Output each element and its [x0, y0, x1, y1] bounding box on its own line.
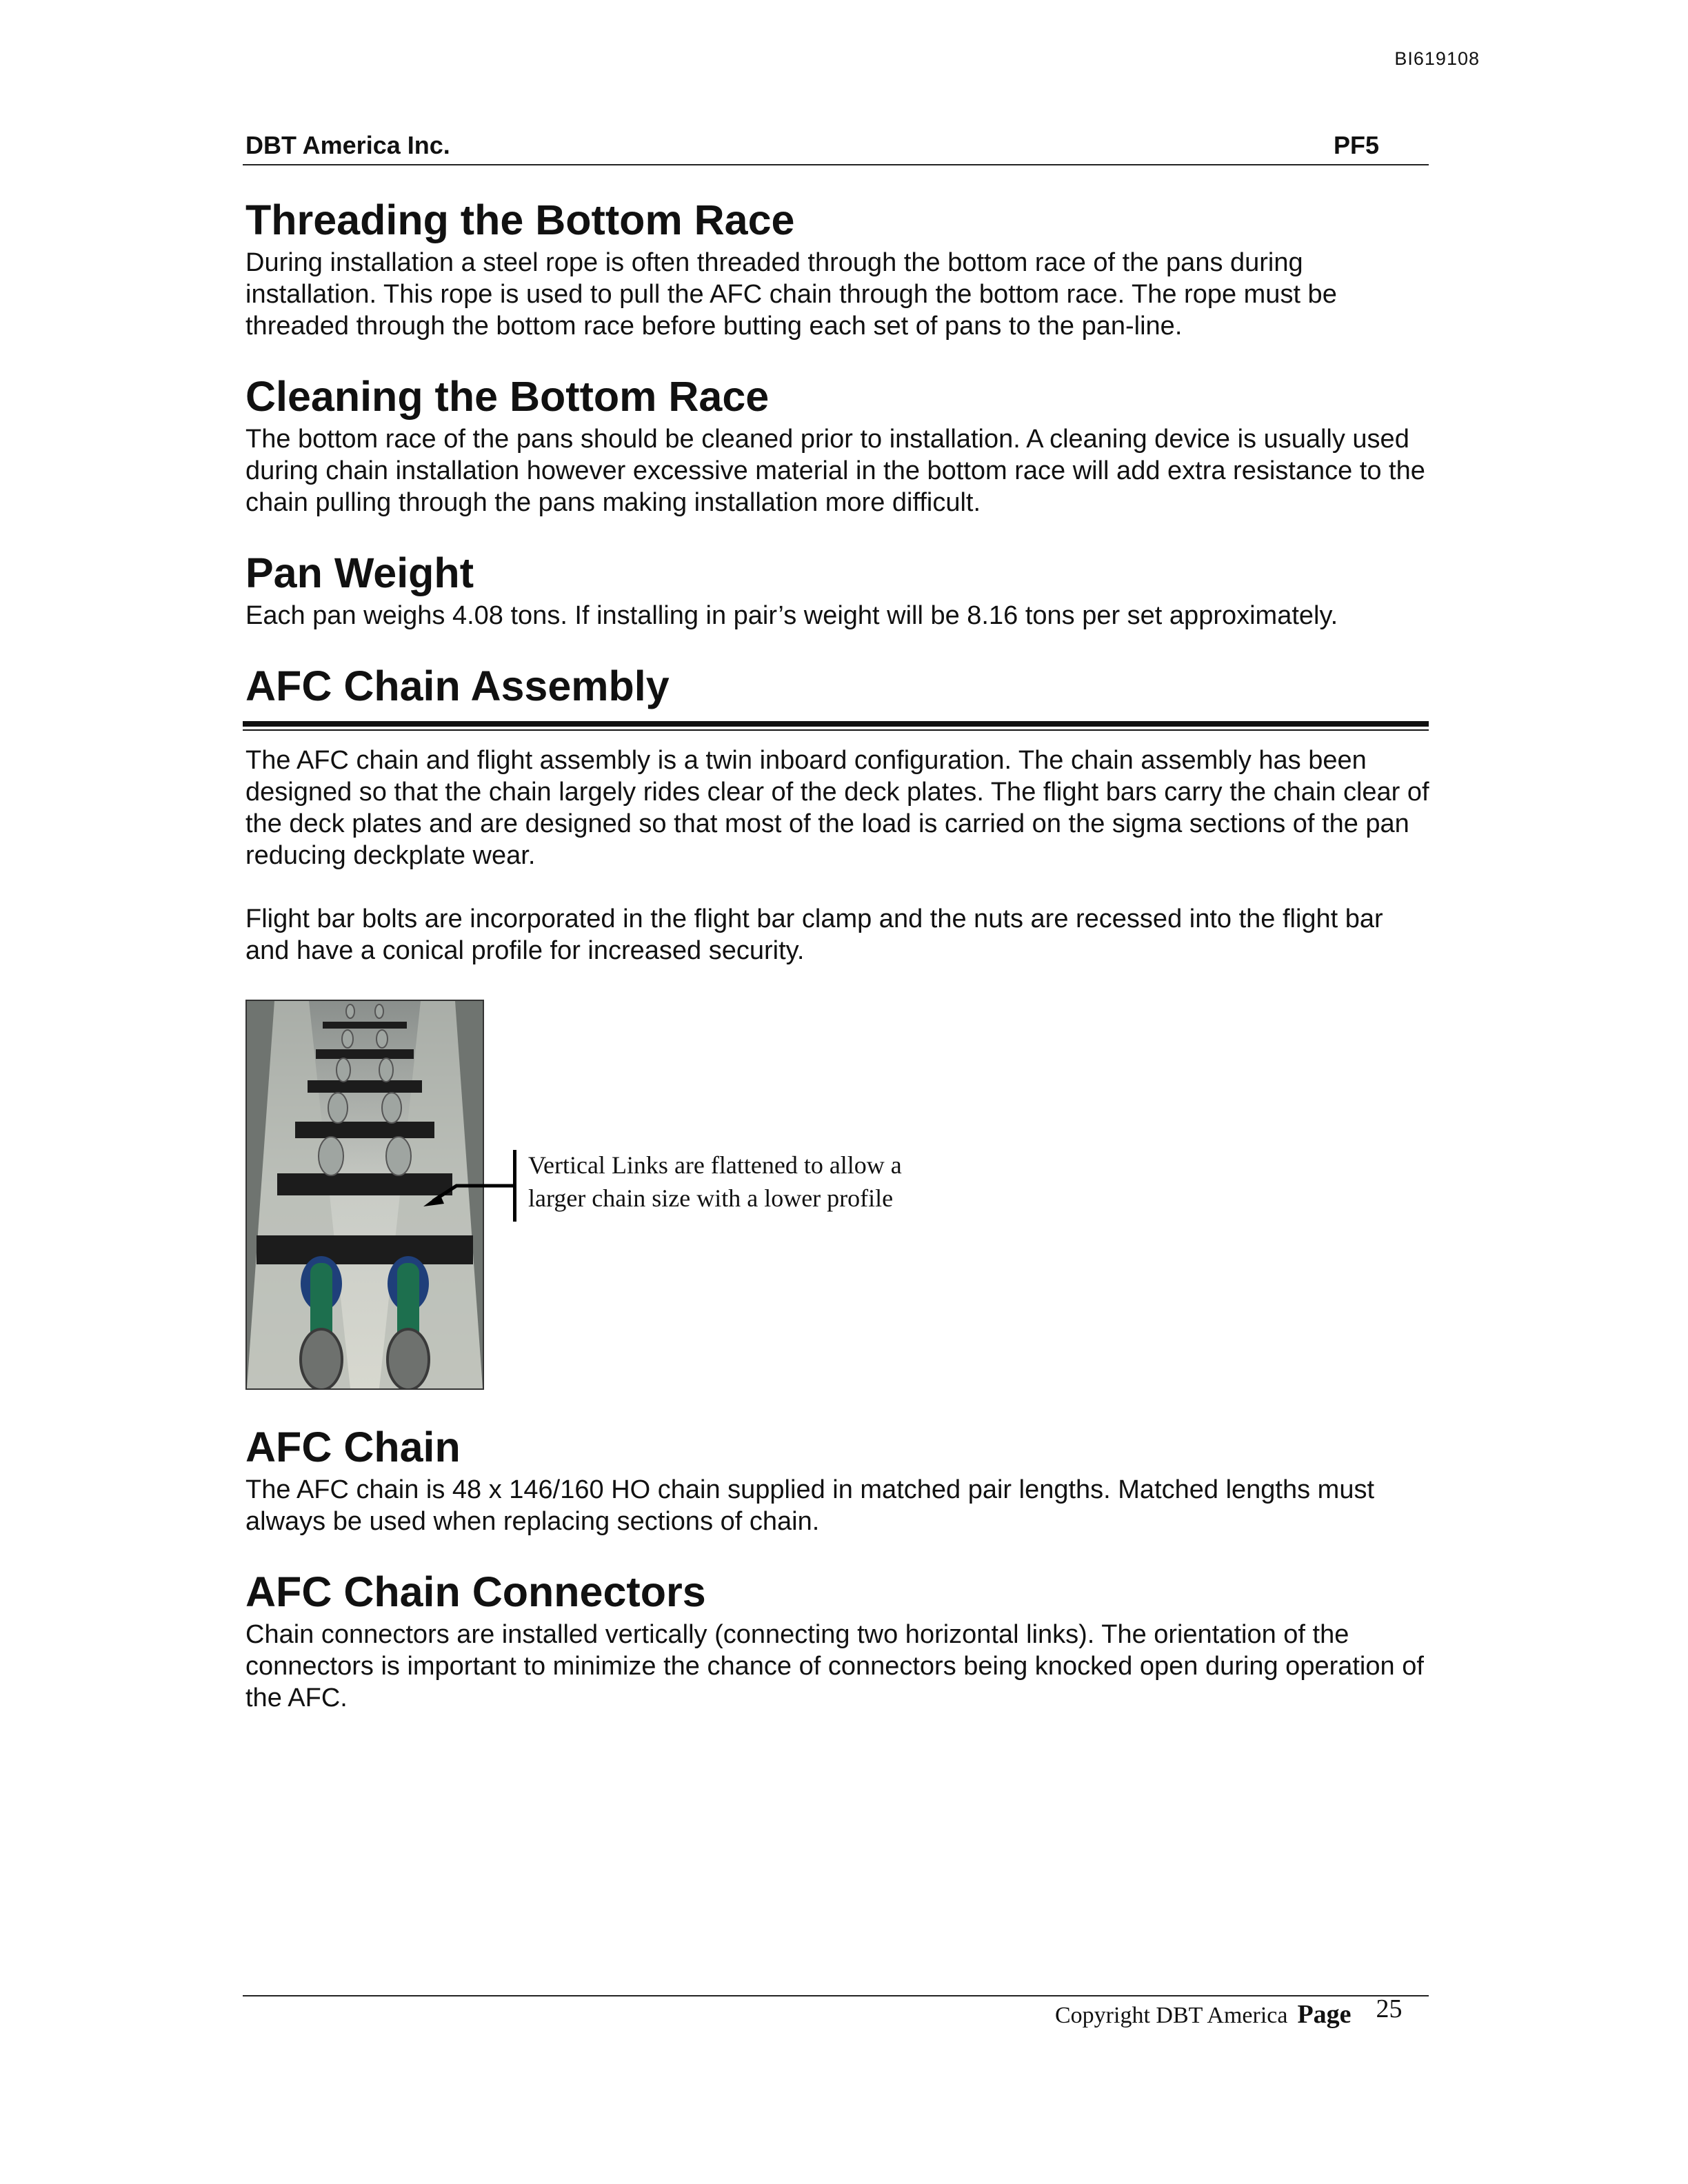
callout-line-1: Vertical Links are flattened to allow a: [528, 1151, 902, 1179]
section-rule-thin: [243, 729, 1429, 731]
section-body: The AFC chain is 48 x 146/160 HO chain supplied in matched pair lengths. Matched lengths must always be used when replacing sections of chain.: [245, 1475, 1375, 1536]
page-footer: [1055, 1994, 1403, 2030]
section-title: Threading the Bottom Race: [245, 196, 795, 243]
callout-bracket: [513, 1150, 516, 1222]
footer-copyright: Copyright DBT America: [1055, 2003, 1288, 2028]
section-body: Each pan weighs 4.08 tons. If installing in pair’s weight will be 8.16 tons per set approximately.: [245, 601, 1338, 630]
section-body: The bottom race of the pans should be cleaned prior to installation. A cleaning device is usually used during chain installation however excessive material in the bottom race will add extra resistance to the chain pulling through the pans making installation more difficult.: [245, 425, 1425, 517]
section-title: Cleaning the Bottom Race: [245, 373, 770, 420]
callout-arrow: [408, 1153, 519, 1208]
footer-page-number: 25: [1376, 1994, 1403, 2023]
chain-figure: [245, 1000, 1431, 1399]
section-title: AFC Chain: [245, 1424, 461, 1470]
callout-line-2: larger chain size with a lower profile: [528, 1184, 894, 1212]
footer-rule: [243, 1995, 1429, 1996]
callout-text: [528, 1149, 1011, 1215]
section-title: AFC Chain Assembly: [245, 663, 670, 709]
page-header: [243, 130, 1429, 165]
page-content: [245, 193, 1431, 1741]
footer-page-label: Page: [1297, 2000, 1352, 2029]
section-afc-chain: [245, 1420, 1431, 1537]
section-body: During installation a steel rope is often threaded through the bottom race of the pans during installation. This rope is used to pull the AFC chain through the bottom race. The rope must be threaded through the bottom race before butting each set of pans to the pan-line.: [245, 248, 1337, 341]
section-cleaning: [245, 370, 1431, 518]
section-threading: [245, 193, 1431, 342]
section-title: AFC Chain Connectors: [245, 1568, 706, 1615]
section-title: Pan Weight: [245, 549, 474, 596]
header-code: PF5: [1333, 131, 1379, 159]
section-body-2: Flight bar bolts are incorporated in the flight bar clamp and the nuts are recessed into the flight bar and have a conical profile for increased security.: [245, 904, 1383, 965]
section-rule-thick: [243, 721, 1429, 727]
section-body: Chain connectors are installed vertically (connecting two horizontal links). The orientation of the connectors is important to minimize the chance of connectors being knocked open during operation of the AFC.: [245, 1620, 1424, 1712]
section-connectors: [245, 1565, 1431, 1714]
document-id: BI619108: [1394, 48, 1480, 69]
section-body: The AFC chain and flight assembly is a twin inboard configuration. The chain assembly has been designed so that the chain largely rides clear of the deck plates. The flight bars carry the chain clear of the deck plates and are designed so that most of the load is carried on the sigma sections of the pan reducing deckplate wear.: [245, 746, 1429, 870]
section-pan-weight: [245, 546, 1431, 631]
header-company: DBT America Inc.: [245, 131, 450, 159]
section-afc-assembly: [245, 659, 1431, 1399]
